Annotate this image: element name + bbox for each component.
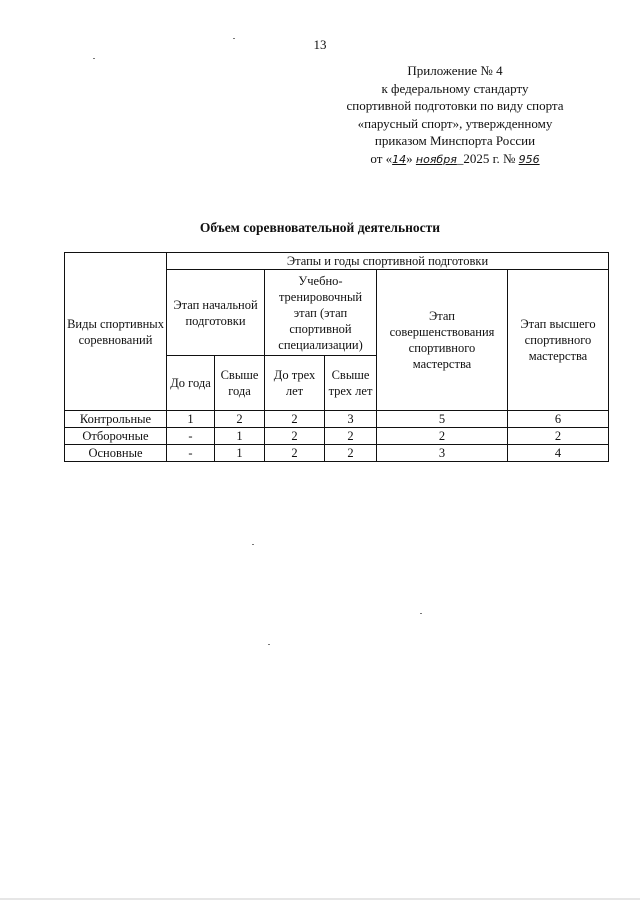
appendix-line: «парусный спорт», утвержденному <box>357 115 553 131</box>
date-day: 14 <box>392 152 407 166</box>
table-cell: 1 <box>215 445 265 462</box>
appendix-title: Приложение № 4 <box>407 63 503 78</box>
order-number: 956 <box>518 152 540 166</box>
table-row <box>65 428 609 445</box>
table-cell: 3 <box>325 411 377 428</box>
table-cell: 6 <box>508 411 609 428</box>
table-cell: - <box>167 445 215 462</box>
table-cell: 2 <box>325 445 377 462</box>
sub-header: Свыше трех лет <box>325 356 377 411</box>
document-title: Объем соревновательной деятельности <box>199 220 441 235</box>
scan-speck <box>252 544 254 545</box>
stage-initial-header: Этап начальной подготовки <box>167 270 265 356</box>
table-cell: 2 <box>215 411 265 428</box>
table-cell: 5 <box>377 411 508 428</box>
table-cell: 4 <box>508 445 609 462</box>
scan-speck <box>233 38 235 39</box>
scan-speck <box>93 58 95 59</box>
table-corner-header: Виды спортивных соревнований <box>65 253 167 411</box>
scan-edge <box>0 898 640 900</box>
date-year: 2025 г. № <box>463 150 516 166</box>
sub-header: Свыше года <box>215 356 265 411</box>
stages-group-header: Этапы и годы спортивной подготовки <box>167 253 609 270</box>
appendix-line: спортивной подготовки по виду спорта <box>346 98 564 113</box>
appendix-line: приказом Минспорта России <box>374 133 536 148</box>
table-row <box>65 445 609 462</box>
stage-improvement-header: Этап совершенствования спортивного мастерства <box>377 270 508 411</box>
table-cell: 2 <box>325 428 377 445</box>
date-prefix: от « <box>370 150 393 166</box>
sub-header: До трех лет <box>265 356 325 411</box>
stage-training-header: Учебно-тренировочный этап (этап спортивной специализации) <box>265 270 377 356</box>
table-row <box>65 411 609 428</box>
sub-header: До года <box>167 356 215 411</box>
table-cell: 2 <box>265 411 325 428</box>
appendix-line: к федеральному стандарту <box>381 80 529 96</box>
table-cell: - <box>167 428 215 445</box>
row-label: Основные <box>65 445 167 462</box>
appendix-date-line: от «14» ноября_2025 г. № 956 <box>370 150 540 166</box>
scan-speck <box>268 644 270 645</box>
appendix-block <box>300 62 610 168</box>
row-label: Отборочные <box>65 428 167 445</box>
scan-speck <box>420 613 422 614</box>
table-cell: 2 <box>265 428 325 445</box>
stage-higher-header: Этап высшего спортивного мастерства <box>508 270 609 411</box>
table-cell: 3 <box>377 445 508 462</box>
table-cell: 2 <box>265 445 325 462</box>
table-cell: 1 <box>215 428 265 445</box>
date-mid: » <box>406 150 413 166</box>
table-cell: 2 <box>377 428 508 445</box>
date-month: ноября <box>415 152 457 166</box>
competition-volume-table <box>64 252 609 462</box>
row-label: Контрольные <box>65 411 167 428</box>
page-number: 13 <box>313 37 327 52</box>
table-cell: 1 <box>167 411 215 428</box>
table-cell: 2 <box>508 428 609 445</box>
